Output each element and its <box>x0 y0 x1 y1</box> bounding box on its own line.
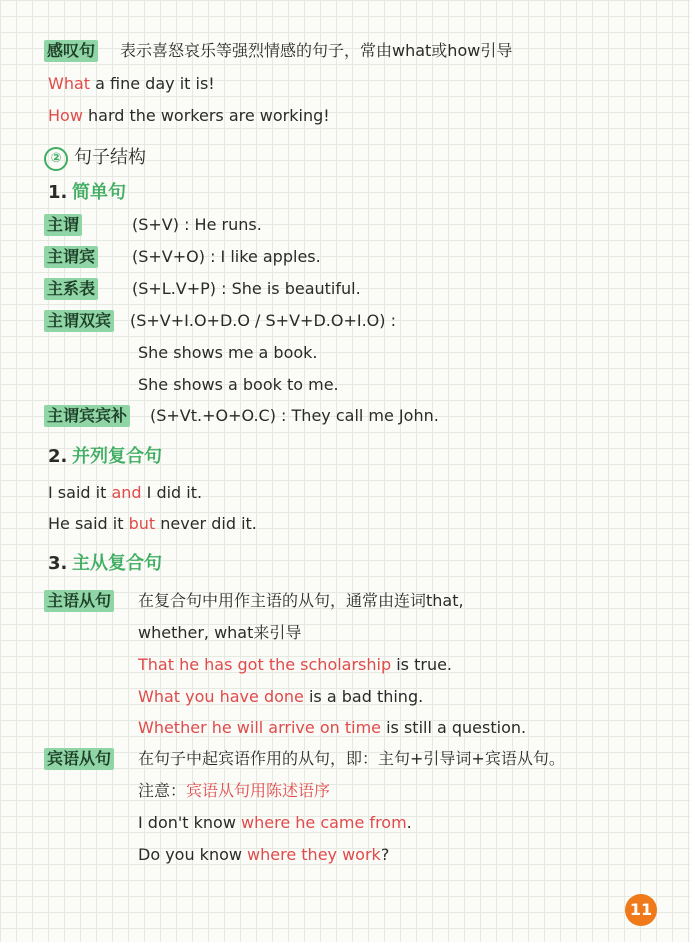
pattern-text: (S+V+I.O+D.O / S+V+D.O+I.O) : <box>130 311 396 330</box>
subject-clause-example-3 <box>138 717 690 739</box>
clause-tag-subject: 主语从句 <box>44 590 114 612</box>
note-text: 宾语从句用陈述语序 <box>186 781 331 800</box>
subsection-number: 2. <box>48 446 68 467</box>
exclamatory-example-1 <box>48 73 690 95</box>
keyword: What you have done <box>138 687 304 706</box>
example-text: . <box>406 813 412 832</box>
example-text: I did it. <box>141 483 203 502</box>
object-clause-note <box>138 780 690 802</box>
exclamatory-example-2 <box>48 105 690 127</box>
note-label: 注意： <box>138 781 187 800</box>
pattern-tag: 主系表 <box>44 278 98 300</box>
pattern-text: (S+V) : He runs. <box>132 215 262 234</box>
subsection-number: 3. <box>48 553 68 574</box>
keyword: but <box>128 514 156 533</box>
subject-clause-example-2 <box>138 686 690 708</box>
example-text: I said it <box>48 483 112 502</box>
keyword: What <box>48 74 91 93</box>
exclamatory-description: 表示喜怒哀乐等强烈情感的句子，常由what或how引导 <box>120 41 513 60</box>
example-text: He said it <box>48 514 129 533</box>
keyword: where he came from <box>241 813 407 832</box>
pattern-text: (S+Vt.+O+O.C) : They call me John. <box>150 406 439 425</box>
clause-tag-object: 宾语从句 <box>44 748 114 770</box>
example-text: Do you know <box>138 845 248 864</box>
example-text: ? <box>380 845 390 864</box>
example-text: is true. <box>391 655 453 674</box>
compound-example-2 <box>48 513 690 535</box>
subsection-number: 1. <box>48 182 68 203</box>
pattern-tag: 主谓双宾 <box>44 310 114 332</box>
section-title: 句子结构 <box>74 147 146 168</box>
example-text: a fine day it is! <box>90 74 215 93</box>
pattern-example: She shows me a book. <box>138 343 318 362</box>
keyword: Whether he will arrive on time <box>138 718 381 737</box>
example-text: is still a question. <box>381 718 527 737</box>
example-text: hard the workers are working! <box>82 106 330 125</box>
pattern-tag: 主谓 <box>44 214 82 236</box>
section-number-badge: ② <box>44 147 68 171</box>
example-text: I don't know <box>138 813 242 832</box>
keyword: where they work <box>247 845 381 864</box>
subsection-title-complex: 主从复合句 <box>72 553 162 574</box>
keyword: How <box>48 106 83 125</box>
pattern-example: She shows a book to me. <box>138 375 339 394</box>
example-text: never did it. <box>155 514 257 533</box>
object-clause-example-1 <box>138 812 690 834</box>
clause-description: 在句子中起宾语作用的从句，即：主句+引导词+宾语从句。 <box>138 749 565 768</box>
subject-clause-example-1 <box>138 654 690 676</box>
example-text: is a bad thing. <box>303 687 424 706</box>
object-clause-example-2 <box>138 844 690 866</box>
page-number: 11 <box>625 894 657 926</box>
keyword: and <box>111 483 142 502</box>
subsection-title-simple: 简单句 <box>72 182 126 203</box>
keyword: That he has got the scholarship <box>138 655 392 674</box>
pattern-text: (S+L.V+P) : She is beautiful. <box>132 279 361 298</box>
pattern-text: (S+V+O) : I like apples. <box>132 247 321 266</box>
exclamatory-tag: 感叹句 <box>44 40 98 62</box>
clause-description: whether, what来引导 <box>138 623 302 642</box>
clause-description: 在复合句中用作主语的从句，通常由连词that, <box>138 591 464 610</box>
subsection-title-compound: 并列复合句 <box>72 446 162 467</box>
pattern-tag: 主谓宾 <box>44 246 98 268</box>
compound-example-1 <box>48 482 690 504</box>
pattern-tag: 主谓宾宾补 <box>44 405 130 427</box>
